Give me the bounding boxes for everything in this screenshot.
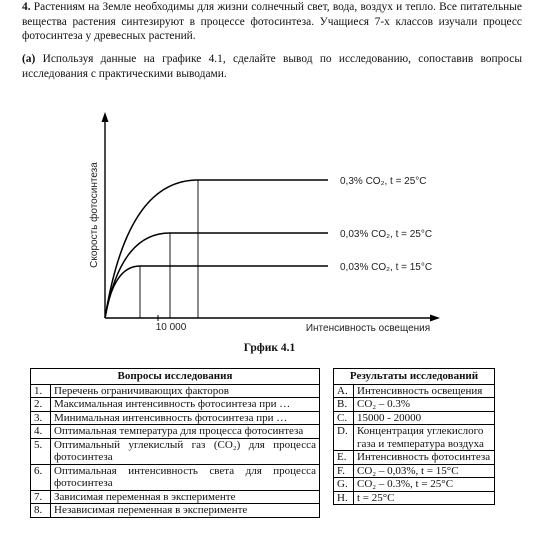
result-text: CO₂ – 0,03%, t = 15°C: [354, 464, 495, 478]
part-label: (a): [22, 53, 36, 65]
y-axis-label: Скорость фотосинтеза: [89, 162, 100, 268]
question-text: Перечень ограничивающих факторов: [51, 384, 320, 398]
x-axis-arrow: [430, 315, 440, 322]
table-row: [334, 384, 495, 398]
result-letter: G.: [334, 478, 354, 492]
task-intro-text: Растениям на Земле необходимы для жизни солнечный свет, вода, воздух и тепло. Все питательные вещества растения синтезируют в процессе фотосинтеза. Учащиеся 7-х классов изучали процесс фотосинтеза у древесных растений.: [22, 1, 522, 43]
result-text: Интенсивность освещения: [354, 384, 495, 398]
question-number: 8.: [31, 504, 51, 518]
result-text: t = 25°C: [354, 491, 495, 505]
results-header: Результаты исследований: [334, 369, 495, 385]
result-letter: E.: [334, 451, 354, 465]
results-table: [333, 368, 495, 505]
questions-table: [30, 368, 320, 518]
result-text: CO₂ – 0.3%: [354, 398, 495, 412]
result-letter: C.: [334, 411, 354, 425]
task-number: 4.: [22, 1, 31, 13]
table-row: [31, 490, 320, 504]
question-text: Зависимая переменная в эксперименте: [51, 490, 320, 504]
x-axis-label: Интенсивность освещения: [305, 323, 431, 334]
chart-axes: [102, 112, 441, 322]
result-letter: H.: [334, 491, 354, 505]
question-number: 1.: [31, 384, 51, 398]
part-a-text: Используя данные на графике 4.1, сделайте вывод по исследованию, сопоставив вопросы исследования с практическими выводами.: [22, 53, 522, 80]
table-row: [334, 491, 495, 505]
y-axis-arrow: [102, 112, 109, 122]
table-row: [31, 464, 320, 490]
questions-header: Вопросы исследования: [31, 369, 320, 385]
table-row: [31, 425, 320, 439]
question-text: Максимальная интенсивность фотосинтеза при …: [51, 398, 320, 412]
result-text: Концентрация углекислого газа и температура воздуха: [354, 425, 495, 451]
x-tick-label: 10 000: [155, 322, 187, 333]
chart-curves: [105, 180, 328, 318]
table-row: [334, 425, 495, 451]
series-line: [105, 180, 328, 318]
question-number: 3.: [31, 411, 51, 425]
table-row: [334, 478, 495, 492]
result-letter: B.: [334, 398, 354, 412]
question-text: Оптимальная температура для процесса фотосинтеза: [51, 425, 320, 439]
table-row: [334, 398, 495, 412]
question-text: Независимая переменная в эксперименте: [51, 504, 320, 518]
table-row: [334, 451, 495, 465]
series-label: 0,03% CO₂, t = 25°C: [340, 229, 433, 240]
question-number: 5.: [31, 438, 51, 464]
table-row: [31, 398, 320, 412]
result-text: CO₂ – 0.3%, t = 25°C: [354, 478, 495, 492]
question-number: 2.: [31, 398, 51, 412]
question-number: 7.: [31, 490, 51, 504]
table-row: [31, 411, 320, 425]
table-row: [31, 504, 320, 518]
series-line: [105, 233, 328, 318]
table-row: [31, 384, 320, 398]
question-text: Оптимальная интенсивность света для процесса фотосинтеза: [51, 464, 320, 490]
question-text: Минимальная интенсивность фотосинтеза при …: [51, 411, 320, 425]
table-row: [334, 464, 495, 478]
series-line: [105, 266, 328, 318]
table-row: [31, 438, 320, 464]
result-letter: A.: [334, 384, 354, 398]
series-label: 0,03% CO₂, t = 15°C: [340, 262, 433, 273]
chart-caption: Грфик 4.1: [243, 342, 296, 354]
question-number: 6.: [31, 464, 51, 490]
result-text: Интенсивность фотосинтеза: [354, 451, 495, 465]
result-letter: F.: [334, 464, 354, 478]
question-text: Оптимальный углекислый газ (CO₂) для процесса фотосинтеза: [51, 438, 320, 464]
table-row: [334, 411, 495, 425]
result-text: 15000 - 20000: [354, 411, 495, 425]
result-letter: D.: [334, 425, 354, 451]
series-label: 0,3% CO₂, t = 25°C: [340, 176, 427, 187]
question-number: 4.: [31, 425, 51, 439]
